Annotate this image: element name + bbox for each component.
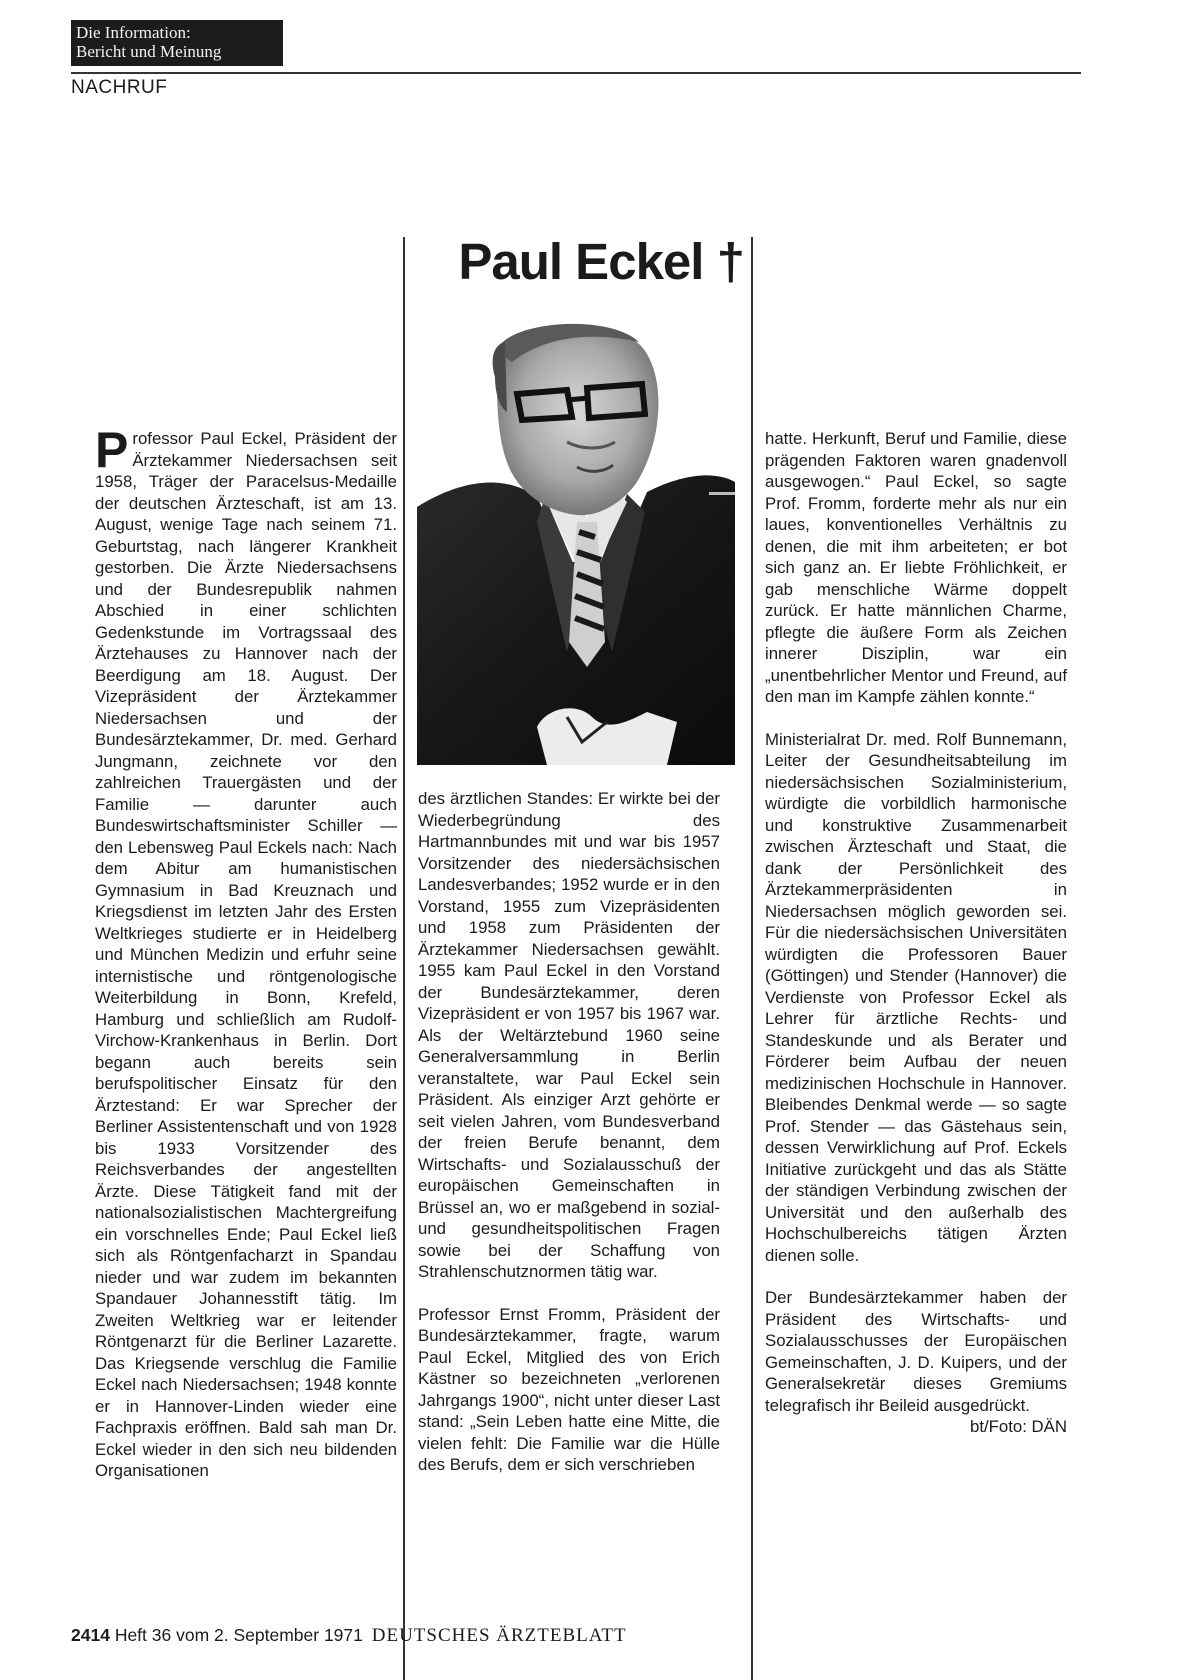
column-2-paragraph-1: des ärztlichen Standes: Er wirkte bei der Wiederbegründung des Hartmannbundes mit und war bis 1957 Vorsitzender des niedersächsischen Landesverbandes; 1952 wurde er in den Vorstand, 1955 zum Vizepräsidenten und 1958 zum Präsidenten der Ärztekammer Niedersachsen gewählt. 1955 kam Paul Eckel in den Vorstand der Bundesärztekammer, deren Vizepräsident er von 1957 bis 1967 war. Als der Weltärztebund 1960 seine Generalversammlung in Berlin veranstaltete, war Paul Eckel sein Präsident. Als einziger Arzt gehörte er seit vielen Jahren, vom Bundesverband der freien Berufe benannt, dem Wirtschafts- und Sozialausschuß der europäischen Gemeinschaften in Brüssel an, wo er maßgebend in sozial- und gesundheitspolitischen Fragen sowie bei der Schaffung von Strahlenschutznormen tätig war.: [418, 789, 720, 1281]
header-line-1: Die Information:: [76, 23, 191, 42]
column-2-paragraph-2: Professor Ernst Fromm, Präsident der Bundesärztekammer, fragte, warum Paul Eckel, Mitglied des von Erich Kästner so bezeichneten „verlorenen Jahrgangs 1900“, nicht unter dieser Last stand: „Sein Leben hatte eine Mitte, die vielen fehlt: Die Familie war die Hülle des Berufs, dem er sich verschrieben: [418, 1304, 720, 1474]
header-line-2: Bericht und Meinung: [76, 42, 222, 61]
section-label: NACHRUF: [71, 77, 168, 98]
page-number: 2414: [71, 1625, 110, 1645]
column-3-paragraph-1: hatte. Herkunft, Beruf und Familie, diese prägenden Faktoren waren gnadenvoll ausgewogen.“ Paul Eckel, so sagte Prof. Fromm, forderte mehr als nur ein laues, konventionelles Verhältnis zu denen, die mit ihm arbeiteten; er bot sich ganz an. Er liebte Fröhlichkeit, er gab menschliche Wärme doppelt zurück. Er hatte männlichen Charme, pflegte die äußere Form als Zeichen innerer Disziplin, war ein „unentbehrlicher Mentor und Freund, auf den man im Kampfe zählen konnte.“: [765, 429, 1067, 706]
journal-name: DEUTSCHES ÄRZTEBLATT: [371, 1625, 627, 1646]
column-3-paragraph-2: Ministerialrat Dr. med. Rolf Bunnemann, Leiter der Gesundheitsabteilung im niedersächsischen Sozialministerium, würdigte die vorbildlich harmonische und konstruktive Zusammenarbeit zwischen Ärzteschaft und Staat, die dank der Persönlichkeit des Ärztekammerpräsidenten in Niedersachsen möglich geworden sei. Für die niedersächsischen Universitäten würdigten die Professoren Bauer (Göttingen) und Stender (Hannover) die Verdienste von Professor Eckel als Lehrer für ärztliche Rechts- und Standeskunde und als Berater und Förderer beim Aufbau der neuen medizinischen Hochschule in Hannover. Bleibendes Denkmal werde — so sagte Prof. Stender — das Gästehaus sein, dessen Verwirklichung auf Prof. Eckels Initiative zurückgeht und das als Stätte der ständigen Verbindung zwischen der Universität und den außerhalb des Hochschulbereichs tätigen Ärzten dienen solle.: [765, 729, 1067, 1265]
portrait-illustration: [417, 322, 735, 765]
section-header-box: [71, 20, 283, 66]
column-divider-right: [751, 237, 753, 1680]
column-1-text: rofessor Paul Eckel, Präsident der Ärztekammer Niedersachsen seit 1958, Träger der Paracelsus-Medaille der deutschen Ärzteschaft, ist am 13. August, wenige Tage nach seinem 71. Geburtstag, nach längerer Krankheit gestorben. Die Ärzte Niedersachsens und der Bundesrepublik nahmen Abschied in einer schlichten Gedenkstunde im Vortragssaal des Ärztehauses zu Hannover nach der Beerdigung am 18. August. Der Vizepräsident der Ärztekammer Niedersachsen und der Bundesärztekammer, Dr. med. Gerhard Jungmann, zeichnete vor den zahlreichen Trauergästen und der Familie — darunter auch Bundeswirtschaftsminister Schiller — den Lebensweg Paul Eckels nach: Nach dem Abitur am humanistischen Gymnasium in Bad Kreuznach und Kriegsdienst im letzten Jahr des Ersten Weltkrieges studierte er in Heidelberg und München Medizin und erfuhr seine internistische und röntgenologische Weiterbildung in Bonn, Krefeld, Hamburg und schließlich am Rudolf-Virchow-Krankenhaus in Berlin. Dort begann auch bereits sein berufspolitischer Einsatz für den Ärztestand: Er war Sprecher der Berliner Assistentenschaft und von 1928 bis 1933 Vorsitzender des Reichsverbandes der angestellten Ärzte. Diese Tätigkeit fand mit der nationalsozialistischen Machtergreifung ein vorschnelles Ende; Paul Eckel ließ sich als Röntgenfacharzt in Spandau nieder und war zudem im bekannten Spandauer Johannesstift tätig. Im Zweiten Weltkrieg war er leitender Röntgenarzt für die Berliner Lazarette. Das Kriegsende verschlug die Familie Eckel nach Niedersachsen; 1948 konnte er in Hannover-Linden wieder eine Fachpraxis eröffnen. Bald sah man Dr. Eckel wieder in den sich neu bildenden Organisationen: [95, 429, 397, 1480]
column-1-paragraph: [95, 422, 397, 1482]
portrait-photo: [417, 322, 735, 765]
article-title: Paul Eckel †: [458, 233, 744, 290]
column-3-paragraph-3: [765, 1287, 1067, 1436]
drop-cap: P: [95, 422, 129, 478]
page-footer: [71, 1625, 627, 1647]
column-2: [418, 788, 720, 1476]
column-1: [95, 422, 397, 1482]
column-divider-left: [403, 237, 405, 1680]
column-3: [765, 428, 1067, 1438]
header-rule: [71, 72, 1081, 74]
issue-info: Heft 36 vom 2. September 1971: [114, 1625, 363, 1645]
column-3-paragraph-3-text: Der Bundesärztekammer haben der Präsident des Wirtschafts- und Sozialausschusses der Europäischen Gemeinschaften, J. D. Kuipers, und der Generalsekretär dieses Gremiums telegrafisch ihr Beileid ausgedrückt.: [765, 1288, 1067, 1415]
photo-credit: bt/Foto: DÄN: [970, 1417, 1067, 1436]
